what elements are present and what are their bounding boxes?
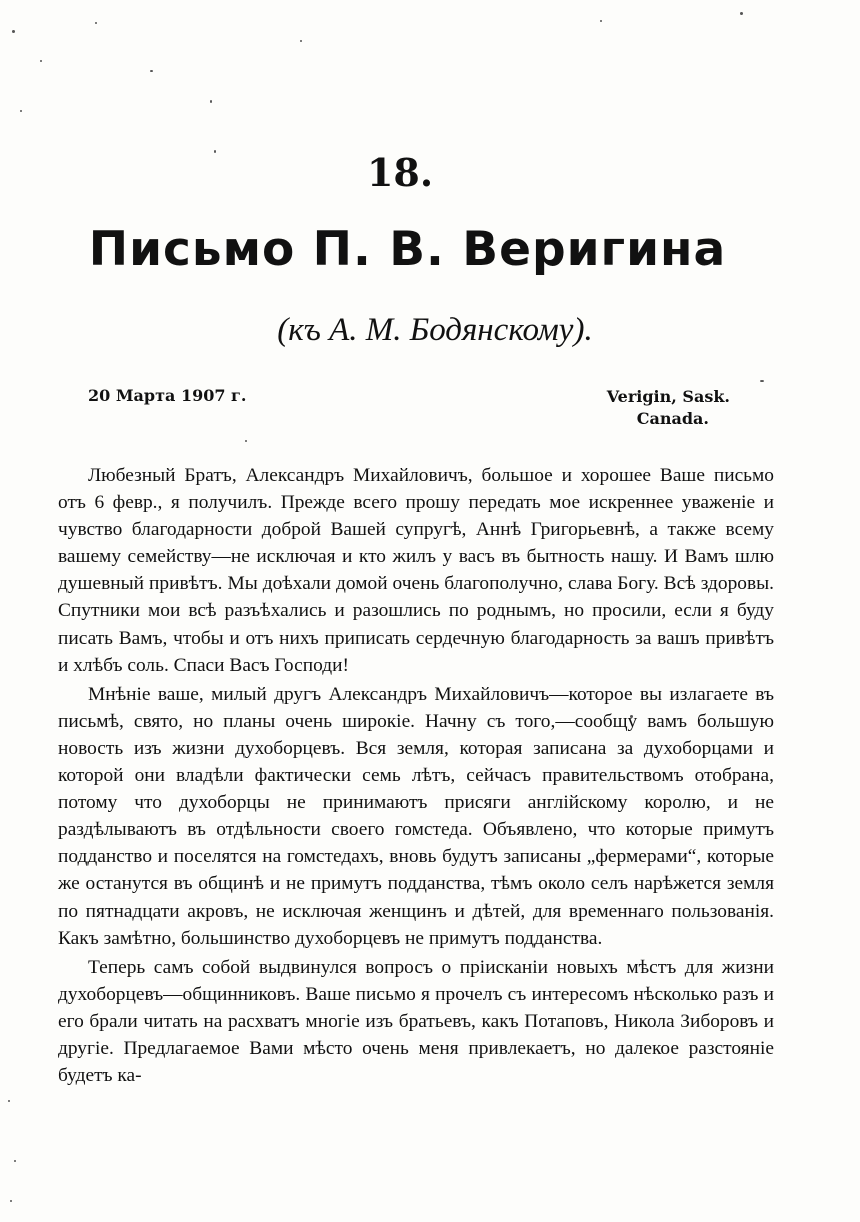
paragraph-1: Любезный Братъ, Александръ Михайловичъ, большое и хорошее Ваше письмо отъ 6 февр., я получилъ. Прежде всего прошу передать мое искреннее уваженіе и чувство благодарности доброй Вашей супругѣ, Аннѣ Григорьевнѣ, а также всему вашему семейству—не исключая и кто жилъ у васъ въ бытность нашу. И Вамъ шлю душевный привѣтъ. Мы доѣхали домой очень благополучно, слава Богу. Всѣ здоровы. Спутники мои всѣ разъѣхались и разошлись по роднымъ, но просили, если я буду писать Вамъ, чтобы и отъ нихъ приписать сердечную благодарность за вашъ привѣтъ и хлѣбъ соль. Спаси Васъ Господи! [58,465,774,676]
letter-subtitle: (къ А. М. Бодянскому). [277,312,593,348]
letter-date: 20 Марта 1907 г. [88,386,247,405]
letter-place [607,386,730,430]
letter-title: Письмо П. В. Веригина [88,222,727,277]
paragraph-3: Теперь самъ собой выдвинулся вопросъ о пріисканіи новыхъ мѣстъ для жизни духоборцевъ—общинниковъ. Ваше письмо я прочелъ съ интересомъ нѣсколько разъ и его брали читать на расхватъ многіе изъ братьевъ, какъ Потаповъ, Никола Зиборовъ и другіе. Предлагаемое Вами мѣсто очень меня привлекаетъ, но далекое разстояніе будетъ ка- [58,956,774,1087]
letter-number: 18. [366,150,434,195]
place-line-2: Canada. [636,409,709,428]
letter-body [58,462,774,1089]
place-line-1: Verigin, Sask. [606,387,730,406]
paragraph-2: Мнѣніе ваше, милый другъ Александръ Михайловичъ—которое вы излагаете въ письмѣ, свято, но планы очень широкіе. Начну съ того,—сообщу вамъ большую новость изъ жизни духоборцевъ. Вся земля, которая записана за духоборцами и которой они владѣли фактически семь лѣтъ, сейчасъ правительствомъ отобрана, потому что духоборцы не принимаютъ присяги англійскому королю, и не раздѣлываютъ въ отдѣльности своего гомстеда. Объявлено, что которые примутъ подданство и поселятся на гомстедахъ, вновь будутъ записаны „фермерами“, которые же останутся въ общинѣ и не примутъ подданства, тѣмъ около селъ нарѣжется земля по пятнадцати акровъ, не исключая женщинъ и дѣтей, для временнаго пользованія. Какъ замѣтно, большинство духоборцевъ не примутъ подданства. [58,683,774,949]
